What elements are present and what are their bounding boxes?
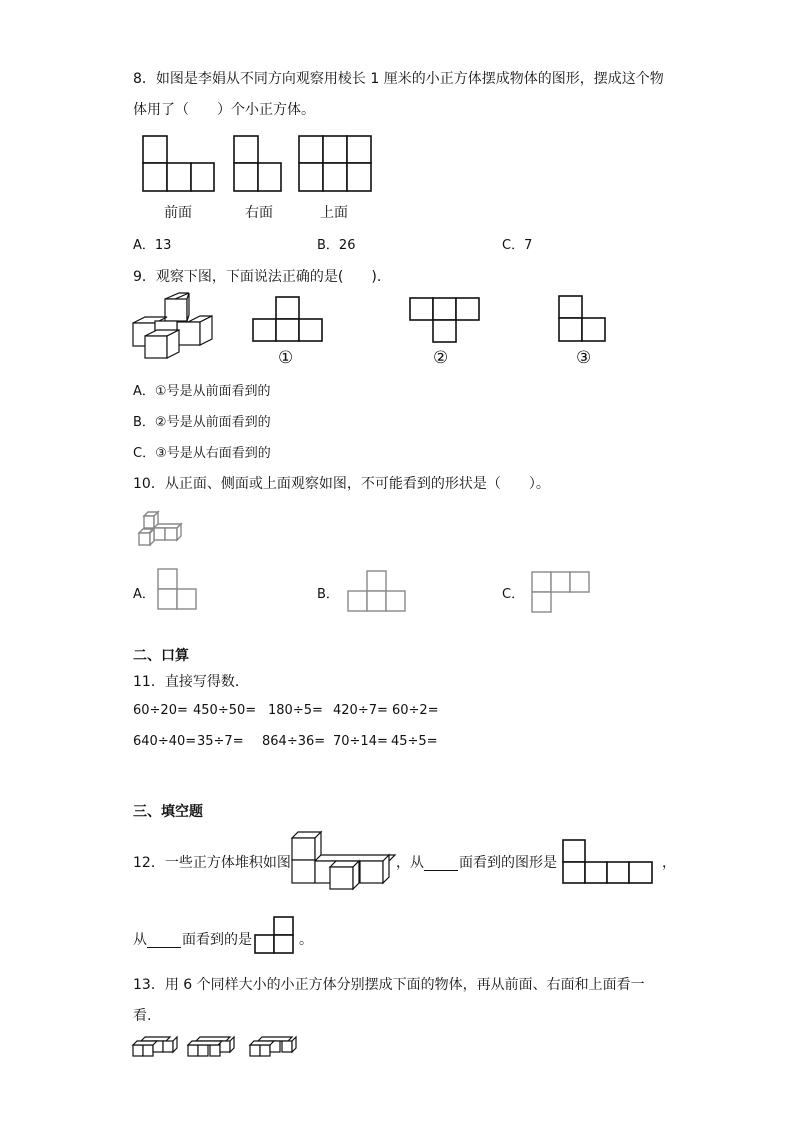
q13-solid-2: [188, 1037, 234, 1056]
q9-stem: 9．观察下图，下面说法正确的是( ).: [133, 269, 382, 285]
q10-option-a[interactable]: A．: [133, 587, 155, 602]
q12-line2-text-2: 面看到的是: [182, 932, 252, 948]
calc-item: 180÷5=: [268, 703, 323, 718]
q11-stem: 11．直接写得数．: [133, 674, 249, 690]
q9-label-1: ①: [278, 348, 294, 368]
q12-text-3: 面看到的图形是: [459, 855, 557, 871]
calc-item: 60÷2=: [392, 703, 439, 718]
q9-option-a[interactable]: A．①号是从前面看到的: [133, 384, 271, 399]
section3-title: 三、填空题: [133, 804, 203, 820]
q9-label-2: ②: [433, 348, 449, 368]
calc-item: 70÷14=: [333, 734, 388, 749]
q12-text-2: ，从: [396, 855, 424, 871]
q8-option-a[interactable]: A．13: [133, 238, 172, 253]
q12-line2-text-1: 从: [133, 932, 147, 948]
calc-item: 450÷50=: [193, 703, 257, 718]
q8-option-c[interactable]: C．7: [502, 238, 533, 253]
q8-option-b[interactable]: B．26: [317, 238, 356, 253]
q10-stem: 10．从正面、侧面或上面观察如图，不可能看到的形状是（ ）。: [133, 476, 550, 492]
q12-text-4: ，: [662, 855, 676, 871]
q13-stem-line2: 看.: [133, 1008, 152, 1024]
calc-item: 420÷7=: [333, 703, 388, 718]
q9-option-c[interactable]: C．③号是从右面看到的: [133, 446, 271, 461]
calc-item: 35÷7=: [197, 734, 244, 749]
q10-option-b[interactable]: B．: [317, 587, 339, 602]
q8-view-label-right: 右面: [245, 205, 273, 221]
q9-label-3: ③: [576, 348, 592, 368]
q8-view-label-front: 前面: [164, 205, 192, 221]
calc-item: 640÷40=: [133, 734, 197, 749]
q8-view-label-top: 上面: [320, 205, 348, 221]
calc-item: 45÷5=: [391, 734, 438, 749]
q13-solid-3: [250, 1037, 296, 1056]
q12-text-1: 12．一些正方体堆积如图: [133, 855, 291, 871]
calc-item: 60÷20=: [133, 703, 188, 718]
q8-stem-line1: 8．如图是李娟从不同方向观察用棱长 1 厘米的小正方体摆成物体的图形，摆成这个物: [133, 71, 664, 87]
calc-item: 864÷36=: [262, 734, 326, 749]
q10-option-c[interactable]: C．: [502, 587, 525, 602]
q13-stem-line1: 13．用 6 个同样大小的小正方体分别摆成下面的物体，再从前面、右面和上面看一: [133, 977, 645, 993]
section2-title: 二、口算: [133, 648, 189, 664]
q8-stem-line2: 体用了（ ）个小正方体。: [133, 102, 315, 118]
q12-line2-text-3: 。: [299, 932, 313, 948]
q9-option-b[interactable]: B．②号是从前面看到的: [133, 415, 271, 430]
q13-solid-1: [133, 1037, 177, 1056]
